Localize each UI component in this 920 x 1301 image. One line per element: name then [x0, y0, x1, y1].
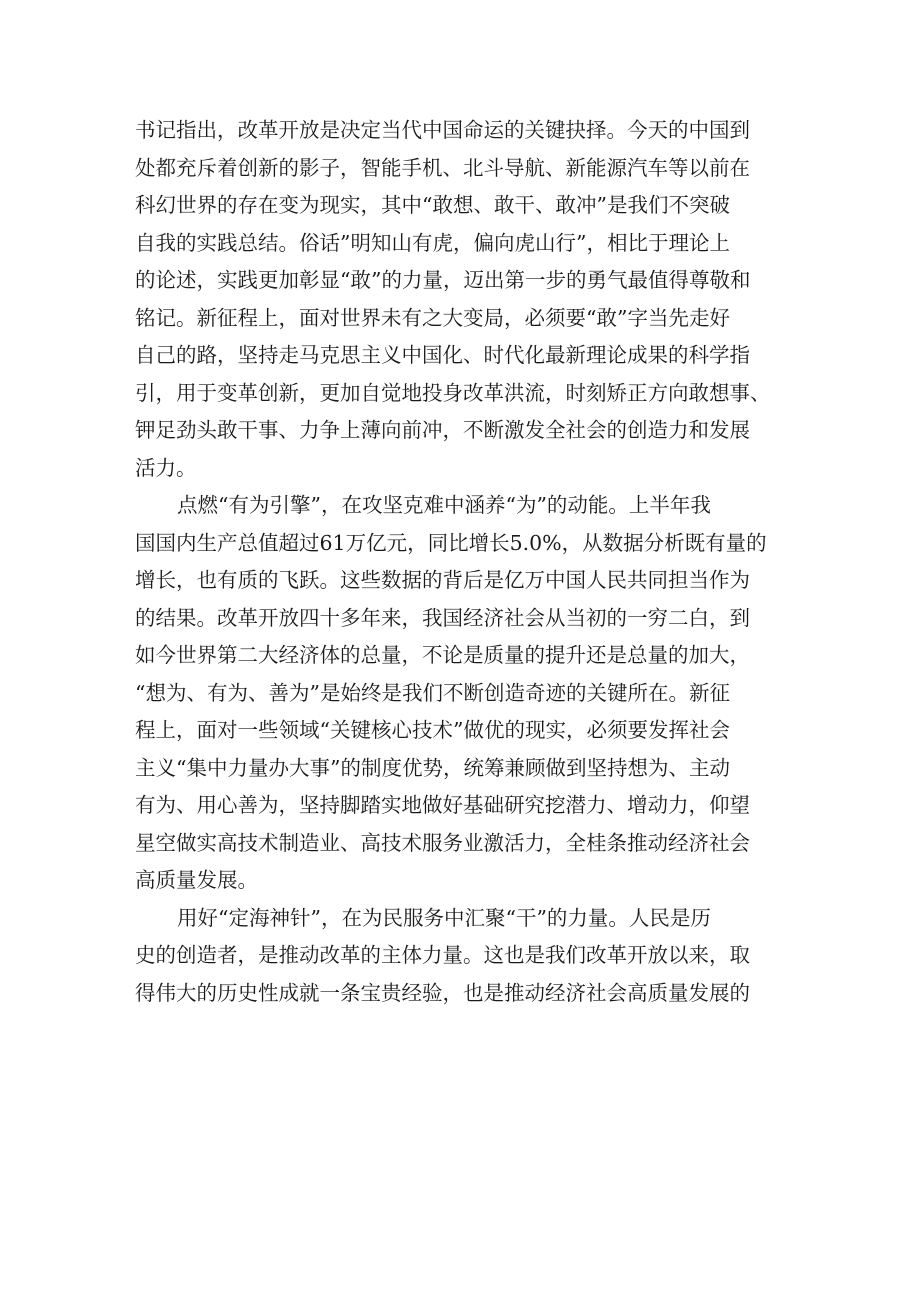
text-line: 国国内生产总值超过61万亿元，同比增长5.0%，从数据分析既有量的: [135, 530, 767, 555]
document-body: [135, 112, 795, 1012]
text-line: “想为、有为、善为”是始终是我们不断创造奇迹的关键所在。新征: [135, 680, 730, 705]
text-line: 科幻世界的存在变为现实，其中“敢想、敢干、敢冲”是我们不突破: [135, 193, 730, 217]
text-line: 如今世界第二大经济体的总量，不论是质量的提升还是总量的加大，: [135, 643, 750, 667]
text-line: 史的创造者，是推动改革的主体力量。这也是我们改革开放以来，取: [135, 943, 750, 967]
text-line: 自己的路，坚持走马克思主义中国化、时代化最新理论成果的科学指: [135, 343, 750, 367]
text-line: 钾足劲头敢干事、力争上薄向前冲，不断激发全社会的创造力和发展: [135, 418, 750, 442]
text-line: 增长，也有质的飞跃。这些数据的背后是亿万中国人民共同担当作为: [135, 568, 750, 592]
text-line: 得伟大的历史性成就一条宝贵经验，也是推动经济社会高质量发展的: [135, 980, 750, 1005]
text-line: 高质量发展。: [135, 868, 258, 892]
text-line: 引，用于变革创新，更加自觉地投身改革洪流，时刻矫正方向敢想事、: [135, 380, 771, 405]
text-line: 书记指出，改革开放是决定当代中国命运的关键抉择。今天的中国到: [135, 118, 750, 142]
text-line: 活力。: [135, 455, 197, 480]
text-line: 铭记。新征程上，面对世界未有之大变局，必须要“敢”字当先走好: [135, 305, 730, 330]
text-line: 点燃“有为引擎”，在攻坚克难中涵养“为”的动能。上半年我: [177, 493, 711, 517]
text-line: 主义“集中力量办大事”的制度优势，统筹兼顾做到坚持想为、主动: [135, 755, 730, 780]
text-line: 自我的实践总结。俗话”明知山有虎，偏向虎山行”，相比于理论上: [135, 230, 730, 255]
text-line: 程上，面对一些领域“关键核心技术”做优的现实，必须要发挥社会: [135, 718, 730, 742]
paragraph-3: [135, 900, 795, 1013]
text-line: 有为、用心善为，坚持脚踏实地做好基础研究挖潜力、增动力，仰望: [135, 793, 750, 817]
text-line: 的论述，实践更加彰显“敢”的力量，迈出第一步的勇气最值得尊敬和: [135, 268, 751, 292]
text-line: 的结果。改革开放四十多年来，我国经济社会从当初的一穷二白，到: [135, 605, 750, 630]
text-line: 用好“定海神针”，在为民服务中汇聚“干”的力量。人民是历: [177, 905, 711, 930]
paragraph-2: [135, 487, 795, 900]
paragraph-1: [135, 112, 795, 487]
text-line: 星空做实高技术制造业、高技术服务业激活力，全桂条推动经济社会: [135, 830, 750, 855]
text-line: 处都充斥着创新的影子，智能手机、北斗导航、新能源汽车等以前在: [135, 155, 750, 180]
